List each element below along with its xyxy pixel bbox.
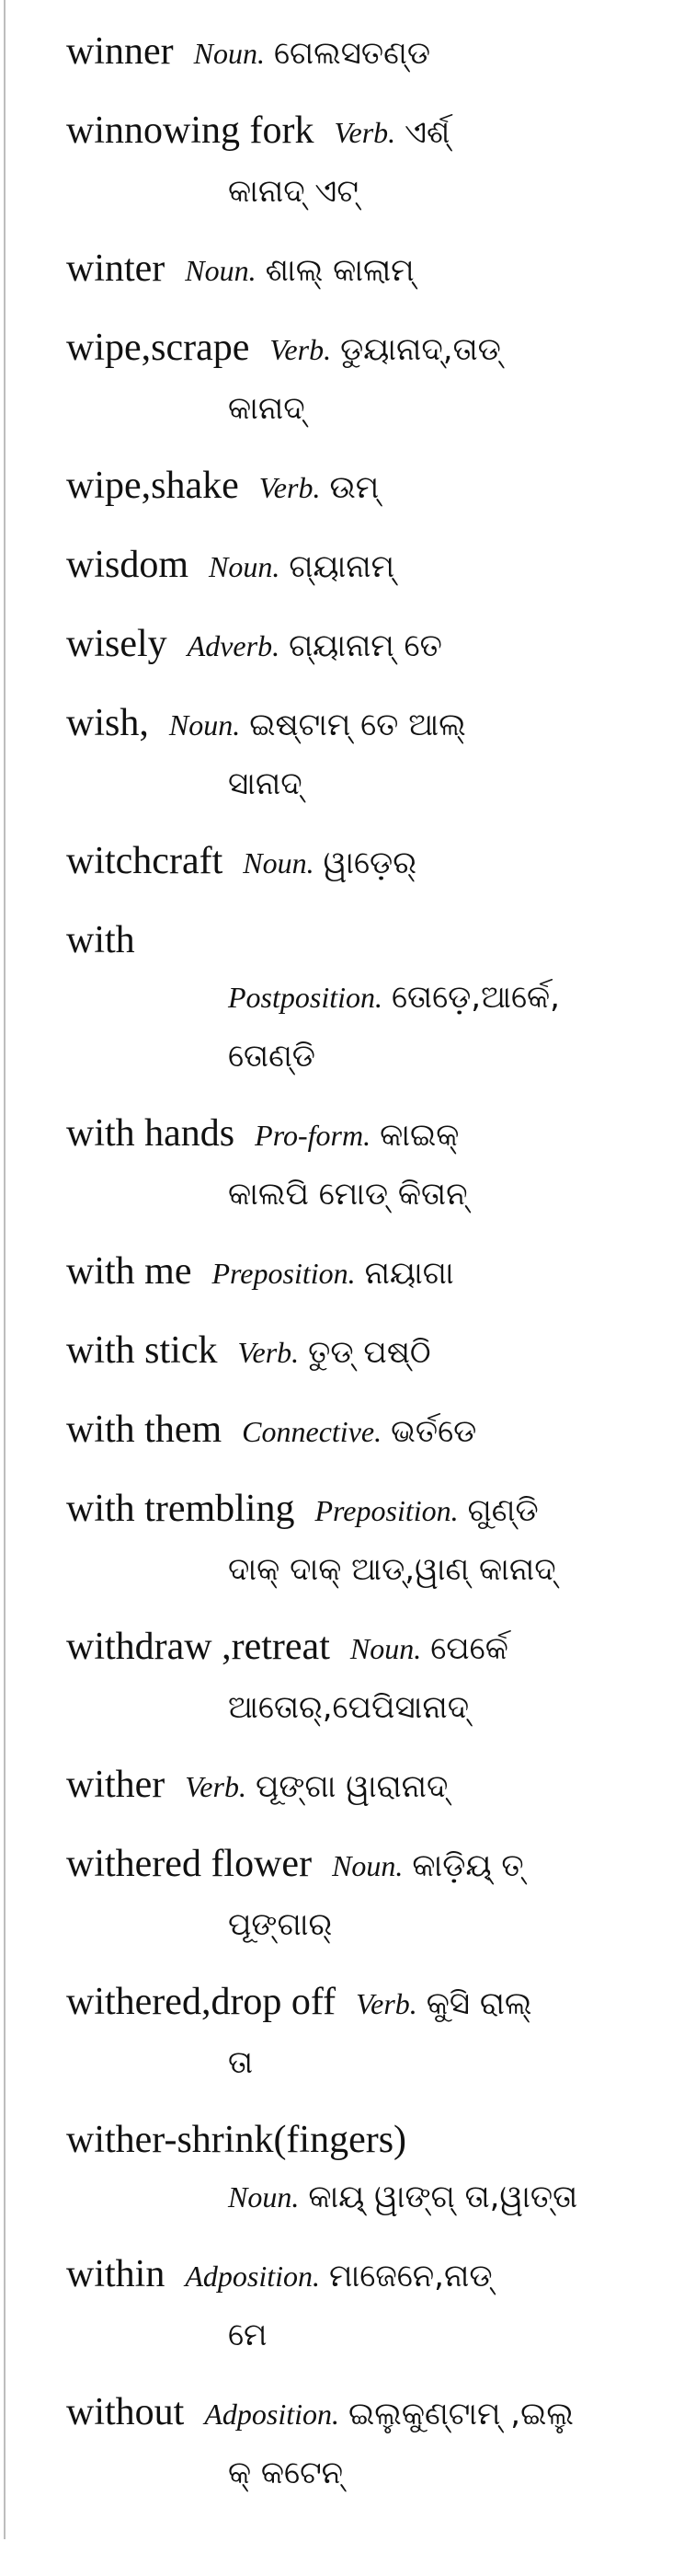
dictionary-entry: [66, 834, 655, 891]
dictionary-entry: [66, 1244, 655, 1301]
entry-second-line: [228, 968, 655, 1025]
dictionary-entry: [66, 696, 655, 811]
dictionary-entry: [66, 2247, 655, 2363]
headword: wipe,scrape: [66, 327, 250, 369]
translation-gloss: ପେର୍କେ: [430, 1630, 508, 1667]
dictionary-entry: [66, 913, 655, 1084]
part-of-speech: Adposition.: [185, 2260, 321, 2293]
translation-gloss: ଗୁଣ୍ଡି: [467, 1492, 539, 1529]
headword: withdraw ,retreat: [66, 1626, 330, 1668]
entry-first-line: [66, 1757, 655, 1814]
entry-first-line: [66, 537, 655, 594]
part-of-speech: Postposition.: [228, 981, 383, 1014]
translation-gloss: ଗ୍ୟାନାମ୍ ତେ: [289, 627, 442, 664]
translation-gloss: ଏର୍ଶ୍: [405, 114, 450, 151]
part-of-speech: Noun.: [332, 1849, 404, 1882]
part-of-speech: Noun.: [193, 37, 265, 70]
entry-first-line: [66, 1106, 655, 1163]
dictionary-entry: [66, 1402, 655, 1459]
part-of-speech: Noun.: [209, 550, 280, 583]
entry-first-line: [66, 834, 655, 891]
headword: without: [66, 2391, 185, 2433]
translation-gloss: କାଇକ୍: [380, 1117, 460, 1154]
part-of-speech: Verb.: [185, 1770, 246, 1803]
part-of-speech: Connective.: [242, 1415, 382, 1448]
part-of-speech: Verb.: [237, 1336, 300, 1369]
dictionary-entry: [66, 2385, 655, 2501]
entry-first-line: [66, 1619, 655, 1676]
entry-first-line: [66, 24, 655, 81]
translation-gloss: ଡୁୟାନାଦ୍,ତାଡ୍: [340, 331, 501, 368]
headword: wish,: [66, 702, 149, 744]
translation-gloss: ଗ୍ୟାନାମ୍: [289, 548, 395, 585]
entry-first-line: [66, 913, 655, 968]
entry-first-line: [66, 2385, 655, 2442]
gloss-continuation: ଦାକ୍ ଦାକ୍ ଆଡ୍,ୱାଣ୍ କାନାଦ୍: [228, 1551, 556, 1588]
gloss-continuation: କାଲପି ମୋଡ୍ କିତାନ୍: [228, 1176, 468, 1213]
headword: winnowing fork: [66, 109, 314, 152]
headword: with stick: [66, 1329, 218, 1372]
part-of-speech: Noun.: [243, 846, 314, 880]
gloss-continuation: ମେ: [228, 2317, 268, 2353]
headword: wither-shrink(fingers): [66, 2119, 407, 2161]
headword: with me: [66, 1250, 192, 1293]
entry-first-line: [66, 1402, 655, 1459]
dictionary-entry: [66, 241, 655, 298]
dictionary-entry: [66, 1323, 655, 1380]
part-of-speech: Noun.: [228, 2180, 300, 2214]
translation-gloss: ଇଷ୍ଟାମ୍ ତେ ଆଲ୍: [249, 707, 466, 743]
translation-gloss: ମାଜେନେ,ନାଡ୍: [329, 2258, 493, 2294]
translation-gloss: ୱାଡ଼େର୍: [323, 845, 417, 881]
translation-gloss: ଇଲୁକୁଣ୍ଟାମ୍ ,ଇଲୁ: [348, 2396, 574, 2432]
headword: wisely: [66, 623, 167, 665]
entry-first-line: [66, 1974, 655, 2031]
entry-first-line: [66, 320, 655, 377]
part-of-speech: Noun.: [185, 254, 256, 287]
translation-gloss: ନାୟାଗା: [364, 1255, 454, 1292]
entry-first-line: [66, 1836, 655, 1893]
headword: with trembling: [66, 1488, 295, 1530]
translation-gloss: ପୂଙ୍ଗା ୱାରାନାଦ୍: [255, 1768, 449, 1805]
part-of-speech: Noun.: [349, 1632, 422, 1665]
gloss-continuation: କାନାଦ୍: [228, 390, 305, 427]
dictionary-entry: [66, 2112, 655, 2225]
entry-first-line: [66, 1244, 655, 1301]
translation-gloss: ଉମ୍: [329, 469, 380, 506]
entry-first-line: [66, 458, 655, 515]
dictionary-entry: [66, 1106, 655, 1222]
headword: winter: [66, 247, 165, 290]
gloss-continuation: ତୋଣ୍ଡି: [228, 1038, 315, 1075]
gloss-continuation: ଆତୋର୍,ପେପିସାନାଦ୍: [228, 1689, 470, 1726]
part-of-speech: Noun.: [168, 708, 241, 742]
part-of-speech: Verb.: [258, 471, 321, 504]
dictionary-entry: [66, 24, 655, 81]
headword: wipe,shake: [66, 465, 239, 507]
translation-gloss: ତୋଡ଼େ,ଆର୍କେ,: [392, 979, 560, 1016]
dictionary-entry: [66, 103, 655, 219]
dictionary-entry: [66, 458, 655, 515]
gloss-continuation: ତା: [228, 2044, 254, 2081]
headword: wither: [66, 1764, 165, 1806]
part-of-speech: Verb.: [269, 333, 332, 366]
translation-gloss: ଗେଲସତଣ୍ଡ: [273, 35, 431, 72]
entry-first-line: [66, 616, 655, 673]
gloss-continuation: ସାନାଦ୍: [228, 765, 302, 802]
dictionary-entry: [66, 616, 655, 673]
dictionary-entry: [66, 1974, 655, 2090]
entry-first-line: [66, 241, 655, 298]
part-of-speech: Verb.: [334, 116, 396, 149]
translation-gloss: କାୟ୍ ୱାଙ୍ଗ୍ ତା,ୱାତ୍ତା: [308, 2179, 578, 2215]
part-of-speech: Verb.: [356, 1987, 417, 2020]
part-of-speech: Preposition.: [211, 1257, 356, 1290]
entry-second-line: [228, 2168, 655, 2225]
dictionary-entry: [66, 1836, 655, 1952]
translation-gloss: ଭର୍ତଡେ: [391, 1413, 477, 1450]
dictionary-entry: [66, 537, 655, 594]
entry-first-line: [66, 1323, 655, 1380]
entry-first-line: [66, 2247, 655, 2304]
entry-first-line: [66, 2112, 655, 2168]
headword: winner: [66, 30, 174, 73]
headword: with hands: [66, 1112, 235, 1155]
part-of-speech: Preposition.: [314, 1494, 459, 1527]
headword: wisdom: [66, 544, 189, 586]
part-of-speech: Adverb.: [187, 629, 280, 662]
translation-gloss: କୁସି ରାଲ୍: [426, 1985, 532, 2022]
dictionary-entry: [66, 1757, 655, 1814]
entry-first-line: [66, 1481, 655, 1538]
headword: with: [66, 919, 135, 961]
headword: with them: [66, 1409, 222, 1451]
gloss-continuation: କ୍ କଟେନ୍: [228, 2455, 344, 2491]
headword: withered,drop off: [66, 1981, 336, 2023]
headword: withered flower: [66, 1843, 313, 1885]
headword: witchcraft: [66, 840, 223, 882]
part-of-speech: Pro-form.: [255, 1119, 371, 1152]
dictionary-entry: [66, 1619, 655, 1735]
left-margin-rule: [4, 0, 6, 2539]
translation-gloss: ଶାଲ୍ କାଲାମ୍: [265, 252, 415, 289]
entry-list: [66, 24, 655, 2523]
part-of-speech: Adposition.: [204, 2398, 340, 2431]
gloss-continuation: ପୂଙ୍ଗାର୍: [228, 1906, 333, 1943]
gloss-continuation: କାନାଦ୍ ଏଟ୍: [228, 173, 359, 210]
dictionary-entry: [66, 1481, 655, 1597]
entry-first-line: [66, 103, 655, 160]
entry-first-line: [66, 696, 655, 753]
headword: within: [66, 2253, 165, 2295]
dictionary-entry: [66, 320, 655, 436]
translation-gloss: ତୁଡ୍ ପଷ୍ଠି: [308, 1334, 431, 1371]
translation-gloss: କାଡ଼ିୟ୍ ତ୍: [412, 1847, 524, 1884]
